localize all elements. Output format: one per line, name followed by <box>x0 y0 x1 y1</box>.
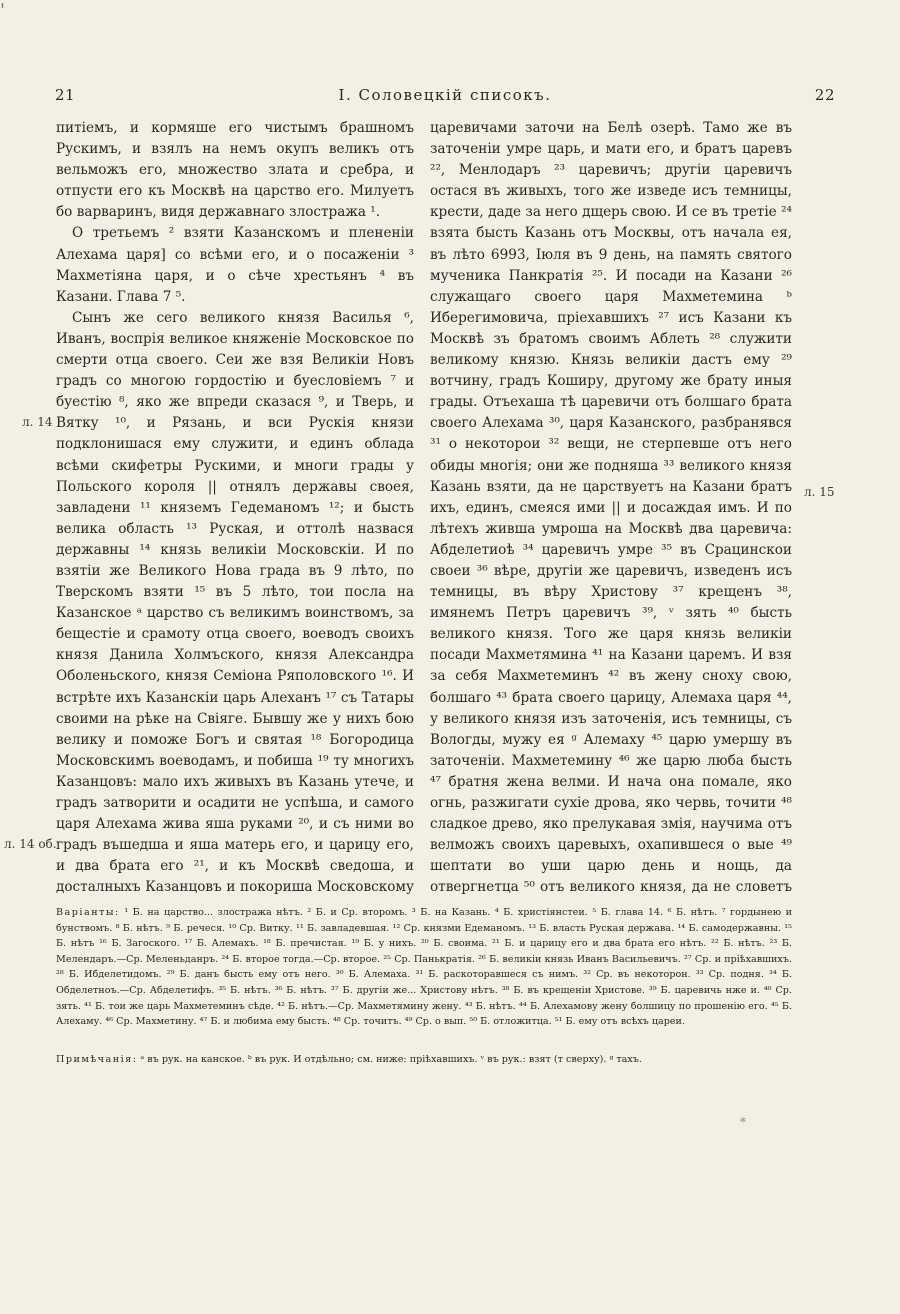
margin-note-l14: л. 14 <box>22 415 53 429</box>
notes-apparatus <box>56 1052 792 1068</box>
page-number-left: 21 <box>55 86 76 104</box>
footer-asterisk: * <box>740 1115 746 1129</box>
notes-text: ᵃ въ рук. на канское. ᵇ въ рук. И отдѣльно; см. ниже: пріѣхавшихъ. ᵛ въ рук.: взят (т сверху). ᵍ тахъ. <box>140 1054 642 1065</box>
left-column <box>56 118 414 898</box>
right-column <box>430 118 792 898</box>
chapter-heading: О третьемъ ² взяти Казанскомъ и плененіи Алехама царя] со всѣми его, и о посаженiи ³ Махметіяна царя, и о сѣче хрестьянъ ⁴ въ Казани. Глава 7 ⁵. <box>56 225 414 305</box>
page-number-right: 22 <box>814 86 835 104</box>
right-paragraph-1: царевичами заточи на Белѣ озерѣ. Тамо же въ заточеніи умре царь, и мати его, и братъ царевъ ²², Менлодаръ ²³ царевичъ; другіи царевичъ остася въ живыхъ, того же изведе исъ темницы, крести, даде за него дщерь свою. И се въ третіе ²⁴ взята бысть Казань отъ Москвы, отъ начала ея, въ лѣто 6993, Іюля въ 9 день, на память святого мученика Панкратія ²⁵. И посади на Казани ²⁶ служащаго своего царя Махметемина ᵇ Иберегимовича, пріехавшихъ ²⁷ исъ Казани къ Москвѣ зъ братомъ своимъ Аблеть ²⁸ служити великому князю. Князь великіи дастъ ему ²⁹ вотчину, градъ Коширу, другому же брату иныя грады. Отъехаша тѣ царевичи отъ болшаго брата своего Алехама ³⁰, царя Казанского, разбранявся ³¹ о некоторои ³² вещи, не стерпевше отъ него обиды многія; они же подняша ³³ великого князя Казань взяти, да не царствуетъ на Казани братъ ихъ, единъ, смеяся ими || и досаждая имъ. И по лѣтехъ живша умроша на Москвѣ два царевича: Абделетиоѣ ³⁴ царевичъ умре ³⁵ въ Срацинскои своеи ³⁶ вѣре, другіи же царевичъ, изведенъ исъ темницы, въ вѣру Христову ³⁷ крещенъ ³⁸, имянемъ Петръ царевичъ ³⁹, ᵛ зять ⁴⁰ бысть великого князя. Того же царя князь великіи посади Махметямина ⁴¹ на Казани царемъ. И взя за себя Махметеминъ ⁴² въ жену сноху свою, болшаго ⁴³ брата своего царицу, Алемаха царя ⁴⁴, у великого князя изъ заточенія, исъ темницы, съ Вологды, мужу ея ᵍ Алемаху ⁴⁵ царю умершу въ заточеніи. Махметемину ⁴⁶ же царю люба бысть ⁴⁷ братня жена велми. И нача она помале, яко огнь, разжигати сухіе дрова, яко червь, точити ⁴⁸ сладкое древо, яко прелукавая змія, научима отъ велможъ своихъ царевыхъ, охапившеся о вые ⁴⁹ шептати во уши царю день и нощь, да отвергнетца ⁵⁰ отъ великого князя, да не словетъ <box>430 120 792 896</box>
corner-mark: ' <box>0 0 5 21</box>
running-title: I. Соловецкій списокъ. <box>338 86 552 104</box>
variants-apparatus <box>56 905 792 1030</box>
notes-label: Примѣчанія: <box>56 1054 138 1065</box>
left-paragraph-2: Сынъ же сего великого князя Василья ⁶, Иванъ, воспрія великое княженіе Московское по смерти отца своего. Сеи же взя Великіи Новъ градъ со многою гордостію и буесловіемъ ⁷ и буестію ⁸, яко же впреди сказася ⁹, и Тверь, и Вятку ¹⁰, и Рязань, и вси Рускія князи подклонишася ему служити, и единъ облада всѣми скифетры Рускими, и многи грады у Польского короля || отнялъ державы своея, завладени ¹¹ княземъ Гедеманомъ ¹²; и бысть велика область ¹³ Руская, и оттолѣ назвася державны ¹⁴ князь великіи Московскiи. И по взятiи же Великого Нова града въ 9 лѣто, по Тверскомъ взяти ¹⁵ въ 5 лѣто, тои посла на Казанское ᵃ царство съ великимъ воинствомъ, за бещестіе и срамоту отца своего, воеводъ своихъ князя Данила Холмъского, князя Александра Оболеньского, князя Семіона Ряполовского ¹⁶. И встрѣте ихъ Казанскiи царь Алеханъ ¹⁷ съ Татары своими на рѣке на Свіяге. Бывшу же у нихъ бою велику и поможе Богъ и святая ¹⁸ Богородица Московскимъ воеводамъ, и побиша ¹⁹ ту многихъ Казанцовъ: мало ихъ живыхъ въ Казань утече, и градъ затворити и осадити не успѣша, и самого царя Алехама жива яша руками ²⁰, и съ ними во градъ въшедша и яша матерь его, и царицу его, и два брата его ²¹, и къ Москвѣ сведоша, и досталныхъ Казанцовъ и покориша Московскому <box>56 309 414 896</box>
margin-note-l15: л. 15 <box>804 485 835 499</box>
variants-label: Варіанты: <box>56 907 120 918</box>
left-paragraph-1: питіемъ, и кормяше его чистымъ брашномъ Рускимъ, и взялъ на немъ окупъ великъ отъ вельможъ его, множество злата и сребра, и отпусти его къ Москвѣ на царство его. Милуетъ бо варваринъ, видя державнаго злостража ¹. <box>56 120 414 221</box>
margin-note-l14ob: л. 14 об. <box>4 837 57 851</box>
variants-text: ¹ Б. на царство... злостража нѣтъ. ² Б. и Ср. второмъ. ³ Б. на Казань. ⁴ Б. христіянстеи. ⁵ Б. глава 14. ⁶ Б. нѣтъ. ⁷ гордынею и бунствомъ. ⁸ Б. нѣтъ. ⁹ Б. речеся. ¹⁰ Ср. Витку. ¹¹ Б. завладевшая. ¹² Ср. князми Едеманомъ. ¹³ Б. власть Руская держава. ¹⁴ Б. самодержавны. ¹⁵ Б. нѣтъ ¹⁶ Б. Загоского. ¹⁷ Б. Алемахъ. ¹⁸ Б. пречистая. ¹⁹ Б. у нихъ. ²⁰ Б. своима. ²¹ Б. и царицу его и два брата его нѣтъ. ²² Б. нѣтъ. ²³ Б. Мелендаръ.—Ср. Меленьданръ. ²⁴ Б. второе тогда.—Ср. второе. ²⁵ Ср. Панькратія. ²⁶ Б. великіи князь Иванъ Васильевичъ. ²⁷ Ср. и пріѣхавшихъ. ²⁸ Б. Ибделетидомъ. ²⁹ Б. данъ бысть ему отъ него. ³⁰ Б. Алемаха. ³¹ Б. раскоторавшеся съ нимъ. ³² Ср. въ некоторон. ³³ Ср. подня. ³⁴ Б. Обделетноъ.—Ср. Абделетифъ. ³⁵ Б. нѣтъ. ³⁶ Б. нѣтъ. ³⁷ Б. другіи же... Христову нѣтъ. ³⁸ Б. въ крещеніи Христове. ³⁹ Б. царевичь нже и. ⁴⁰ Ср. зять. ⁴¹ Б. тои же царь Махметеминъ сѣде. ⁴² Б. нѣтъ.—Ср. Махметямину жену. ⁴³ Б. нѣтъ. ⁴⁴ Б. Алехамову жену болшицу по прошенію его. ⁴⁵ Б. Алехаму. ⁴⁶ Ср. Махметину. ⁴⁷ Б. и любима ему бысть. ⁴⁸ Ср. точитъ. ⁴⁹ Ср. о вып. ⁵⁰ Б. отложитца. ⁵¹ Б. ему отъ всѣхъ цареи. <box>56 907 792 1028</box>
